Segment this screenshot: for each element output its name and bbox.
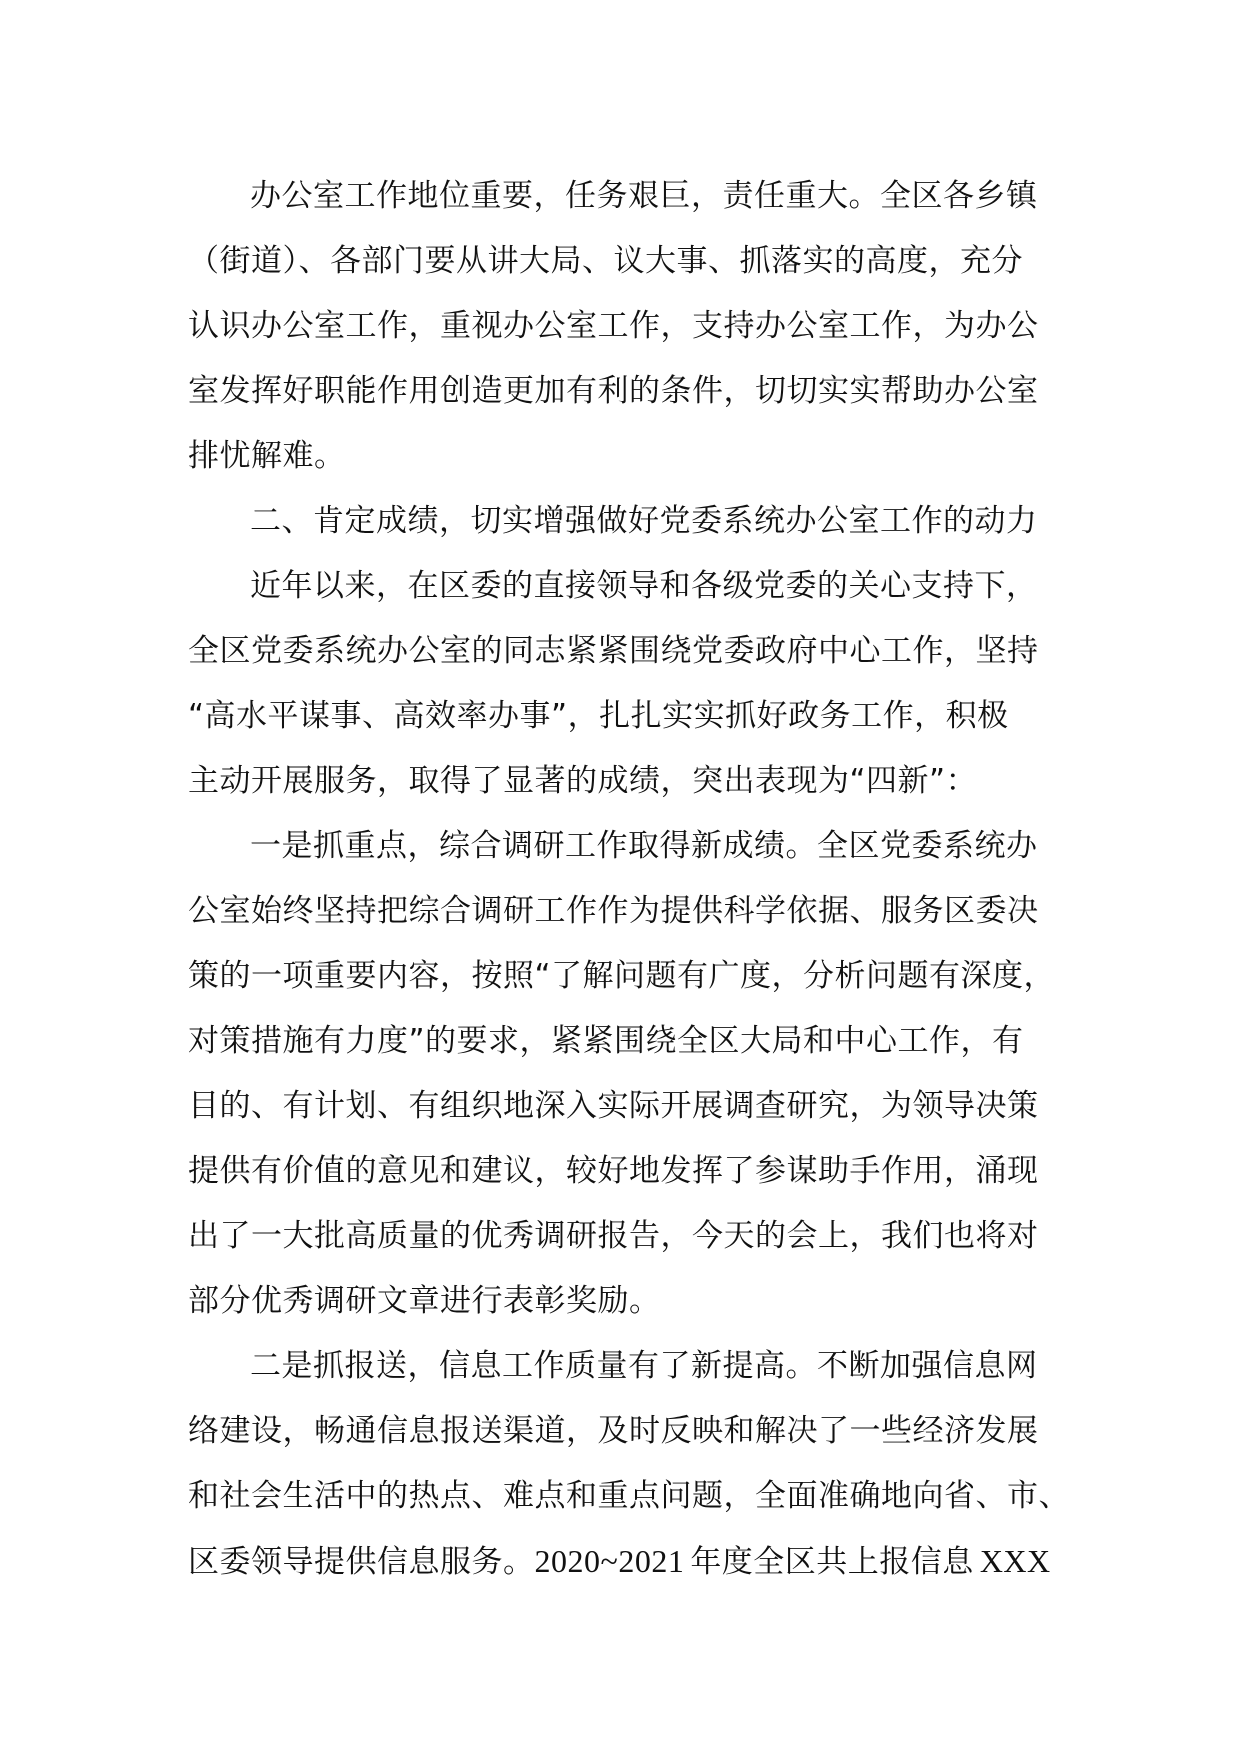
text-line: 二是抓报送，信息工作质量有了新提高。不断加强信息网 bbox=[250, 1348, 1038, 1384]
document-body bbox=[188, 164, 1088, 1594]
text-line: 室发挥好职能作用创造更加有利的条件，切切实实帮助办公室 bbox=[188, 373, 1039, 409]
paragraph bbox=[188, 164, 1088, 489]
text-line: 主动开展服务，取得了显著的成绩，突出表现为“四新”： bbox=[188, 763, 978, 799]
text-line: （街道）、各部门要从讲大局、议大事、抓落实的高度，充分 bbox=[188, 243, 1023, 279]
text-line: 办公室工作地位重要，任务艰巨，责任重大。全区各乡镇 bbox=[250, 178, 1038, 214]
text-line: 目的、有计划、有组织地深入实际开展调查研究，为领导决策 bbox=[188, 1088, 1039, 1124]
text-line: “高水平谋事、高效率办事”，扎扎实实抓好政务工作，积极 bbox=[188, 698, 1009, 734]
text-line: 二、肯定成绩，切实增强做好党委系统办公室工作的动力 bbox=[250, 503, 1038, 539]
text-line: 络建设，畅通信息报送渠道，及时反映和解决了一些经济发展 bbox=[188, 1413, 1039, 1449]
paragraph bbox=[188, 814, 1088, 1334]
year-range: 2020~2021 bbox=[534, 1543, 685, 1579]
text-line: 全区党委系统办公室的同志紧紧围绕党委政府中心工作，坚持 bbox=[188, 633, 1039, 669]
section-heading bbox=[188, 489, 1088, 554]
text-line: 出了一大批高质量的优秀调研报告，今天的会上，我们也将对 bbox=[188, 1218, 1039, 1254]
text-line: 和社会生活中的热点、难点和重点问题，全面准确地向省、市、 bbox=[188, 1478, 1070, 1514]
text-fragment: 年度全区共上报信息 bbox=[690, 1544, 974, 1580]
text-line: 对策措施有力度”的要求，紧紧围绕全区大局和中心工作，有 bbox=[188, 1023, 1024, 1059]
text-line: 策的一项重要内容，按照“了解问题有广度，分析问题有深度， bbox=[188, 958, 1056, 994]
text-line: 排忧解难。 bbox=[188, 438, 346, 474]
text-line: 近年以来，在区委的直接领导和各级党委的关心支持下， bbox=[250, 568, 1038, 604]
text-line: 认识办公室工作，重视办公室工作，支持办公室工作，为办公 bbox=[188, 308, 1039, 344]
placeholder-count: XXX bbox=[979, 1543, 1051, 1579]
text-fragment: 区委领导提供信息服务。 bbox=[188, 1544, 535, 1580]
text-line: 一是抓重点，综合调研工作取得新成绩。全区党委系统办 bbox=[250, 828, 1038, 864]
paragraph bbox=[188, 1334, 1088, 1594]
paragraph bbox=[188, 554, 1088, 814]
text-line: 公室始终坚持把综合调研工作作为提供科学依据、服务区委决 bbox=[188, 893, 1039, 929]
text-line bbox=[188, 1529, 1088, 1594]
text-line: 部分优秀调研文章进行表彰奖励。 bbox=[188, 1283, 661, 1319]
text-line: 提供有价值的意见和建议，较好地发挥了参谋助手作用，涌现 bbox=[188, 1153, 1039, 1189]
